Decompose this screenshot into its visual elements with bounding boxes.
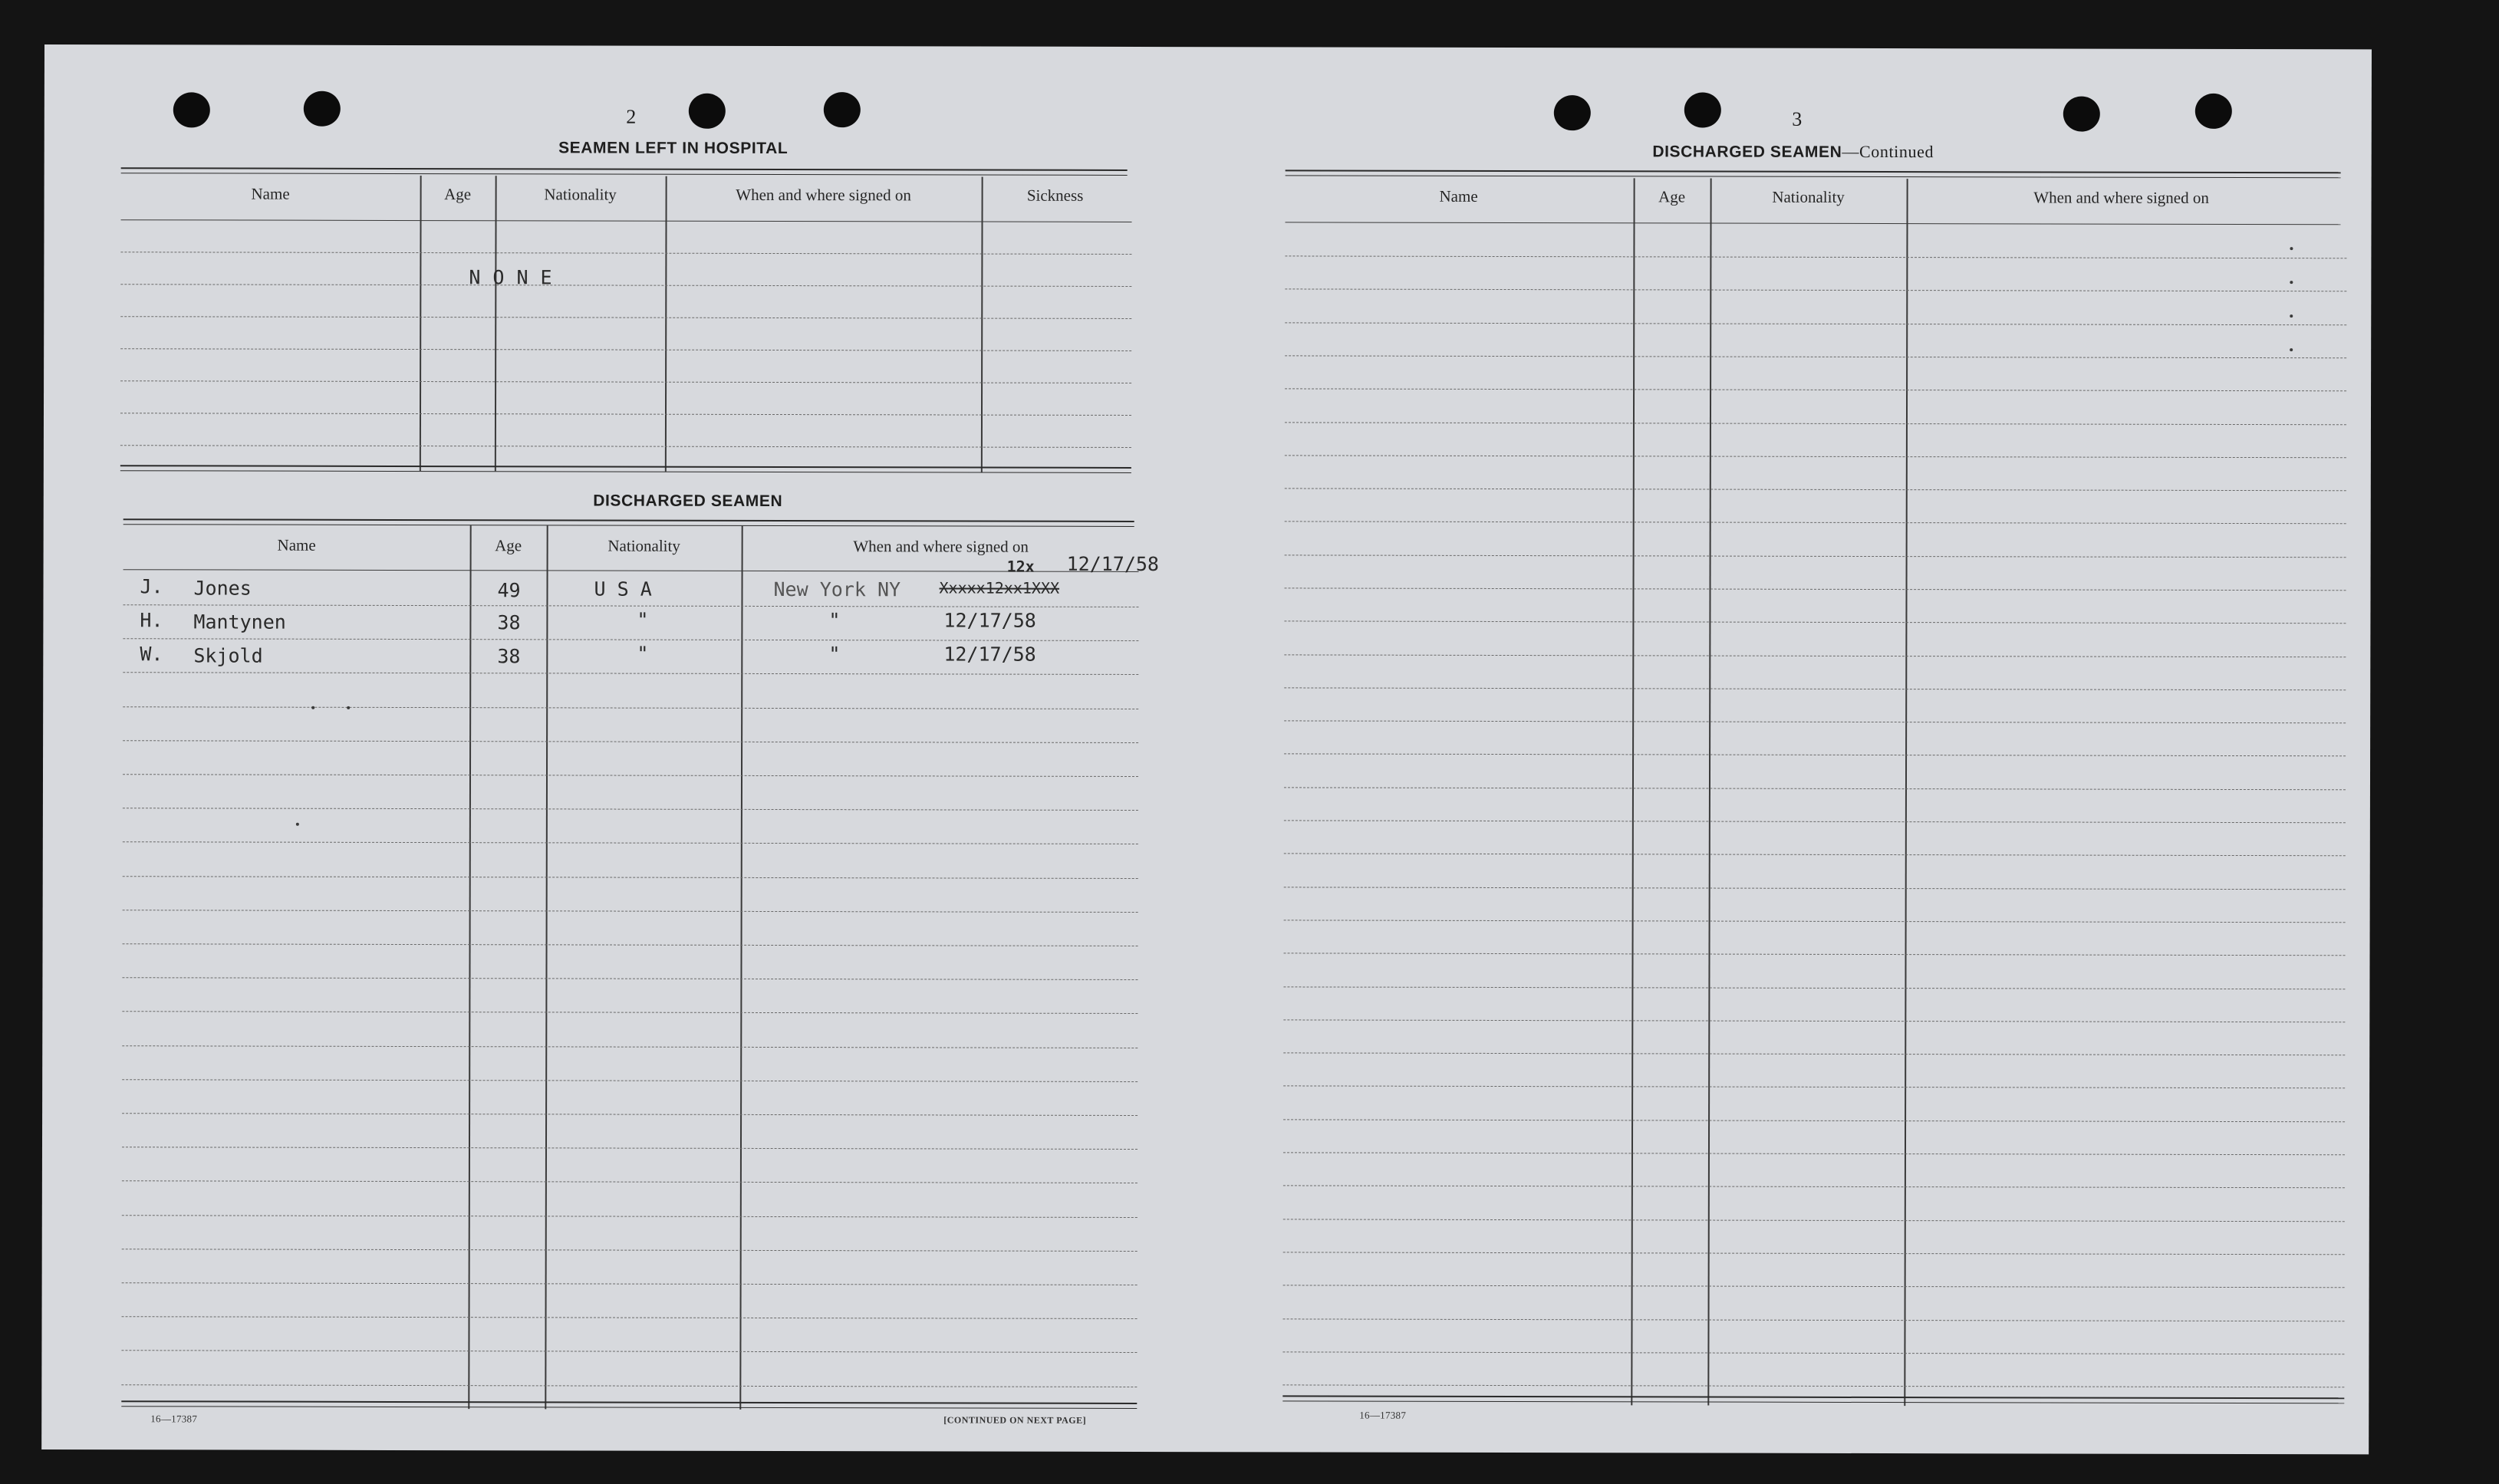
column-divider — [1631, 178, 1635, 1405]
dotted-row-line — [123, 774, 1138, 777]
dotted-row-line — [120, 284, 1131, 287]
dotted-row-line — [1285, 322, 2346, 325]
dotted-row-line — [120, 252, 1131, 255]
dotted-row-line — [121, 1350, 1137, 1353]
double-rule — [121, 167, 1128, 176]
dotted-row-line — [1283, 1019, 2345, 1022]
row-nationality: U S A — [594, 577, 652, 601]
row-surname: Jones — [193, 577, 252, 600]
speck — [2290, 281, 2293, 284]
dotted-row-line — [1285, 554, 2346, 558]
dotted-row-line — [120, 316, 1131, 319]
column-divider — [665, 176, 667, 472]
double-rule — [1286, 169, 2341, 178]
dotted-row-line — [123, 638, 1138, 641]
form-number: 16—17387 — [1359, 1409, 1407, 1421]
dotted-row-line — [122, 1215, 1138, 1218]
dotted-row-line — [1283, 1252, 2345, 1255]
dotted-row-line — [123, 910, 1138, 913]
dotted-row-line — [122, 1180, 1138, 1183]
speck — [311, 706, 314, 709]
row-signed-date: 12/17/58 — [943, 643, 1036, 666]
dotted-row-line — [1283, 986, 2345, 989]
form-number: 16—17387 — [150, 1413, 198, 1425]
dotted-row-line — [120, 445, 1131, 448]
discharged-continued-title — [1563, 141, 2023, 162]
dotted-row-line — [123, 808, 1138, 811]
left-page — [41, 44, 1195, 1452]
dotted-row-line — [1283, 1219, 2345, 1222]
rule — [1286, 222, 2341, 225]
dotted-row-line — [1282, 1351, 2344, 1354]
discharged-header-nationality: Nationality — [607, 536, 680, 555]
dotted-row-line — [123, 604, 1138, 607]
column-divider — [1904, 179, 1908, 1406]
column-divider — [495, 176, 497, 471]
column-divider — [545, 525, 548, 1409]
dotted-row-line — [120, 380, 1131, 383]
page-number: 2 — [626, 105, 637, 128]
dotted-row-line — [123, 943, 1138, 946]
dotted-row-line — [123, 740, 1138, 743]
row-nationality: " — [637, 608, 649, 631]
continued-row-lines — [1195, 47, 2372, 49]
row-surname: Skjold — [193, 644, 263, 667]
continued-header-name: Name — [1439, 186, 1478, 206]
speck — [2290, 314, 2293, 318]
dotted-row-line — [122, 1113, 1138, 1116]
rule — [123, 569, 1139, 572]
dotted-row-line — [1284, 720, 2346, 723]
dotted-row-line — [122, 1011, 1138, 1014]
dotted-row-line — [122, 1282, 1138, 1285]
dotted-row-line — [1285, 288, 2346, 291]
dotted-row-line — [1283, 1085, 2345, 1088]
title-main: DISCHARGED SEAMEN — [1652, 143, 1842, 161]
discharged-header-age: Age — [495, 536, 522, 555]
dotted-row-line — [122, 977, 1138, 980]
dotted-row-line — [1284, 687, 2346, 690]
row-signed-date: 12/17/58 — [943, 609, 1036, 632]
speck — [2290, 348, 2293, 351]
dotted-row-line — [122, 1147, 1138, 1150]
column-divider — [468, 525, 471, 1409]
dotted-row-line — [121, 1384, 1137, 1387]
dotted-row-line — [1284, 853, 2346, 856]
discharged-header-name: Name — [277, 535, 316, 554]
dotted-row-line — [122, 1316, 1138, 1319]
dotted-row-line — [123, 672, 1138, 675]
hospital-header-name: Name — [251, 184, 290, 203]
row-signed-place: " — [828, 609, 841, 632]
dotted-row-line — [120, 348, 1131, 351]
row-nationality: " — [637, 642, 649, 665]
hospital-header-signed-on: When and where signed on — [736, 185, 911, 205]
hospital-header-age: Age — [444, 185, 472, 204]
row-initial: H. — [140, 609, 163, 632]
speck — [2290, 247, 2293, 250]
dotted-row-line — [1283, 1119, 2345, 1122]
dotted-row-line — [1285, 422, 2346, 425]
continued-header-age: Age — [1658, 187, 1686, 206]
document-sheet — [41, 44, 2372, 1454]
dotted-row-line — [1283, 1185, 2345, 1188]
row-signed-place: New York NY — [773, 577, 901, 601]
column-divider — [739, 526, 742, 1410]
double-rule — [121, 1400, 1137, 1409]
speck — [296, 823, 299, 826]
continued-header-nationality: Nationality — [1772, 187, 1845, 206]
double-rule — [120, 465, 1131, 473]
double-rule — [1282, 1395, 2344, 1403]
dotted-row-line — [120, 413, 1131, 416]
dotted-row-line — [1284, 920, 2346, 923]
column-divider — [420, 176, 422, 471]
dotted-row-line — [1285, 488, 2346, 491]
hospital-header-nationality: Nationality — [544, 185, 617, 204]
dotted-row-line — [1284, 753, 2346, 756]
dotted-row-line — [123, 876, 1138, 879]
row-struck-date: Xxxxx12xx1XXX — [939, 578, 1060, 597]
dotted-row-line — [1284, 953, 2346, 956]
dotted-row-line — [1285, 355, 2346, 358]
continued-note: [CONTINUED ON NEXT PAGE] — [943, 1414, 1087, 1426]
dotted-row-line — [1285, 388, 2346, 391]
title-suffix: —Continued — [1842, 141, 1934, 162]
row-surname: Mantynen — [193, 610, 286, 633]
double-rule — [123, 518, 1134, 527]
row-age: 49 — [497, 579, 521, 602]
dotted-row-line — [1283, 1318, 2345, 1321]
hospital-none-entry: NONE — [469, 266, 565, 289]
dotted-row-line — [1284, 787, 2346, 790]
continued-header-signed-on: When and where signed on — [2033, 188, 2209, 207]
dotted-row-line — [123, 841, 1138, 844]
page-number: 3 — [1792, 107, 1803, 130]
row-initial: J. — [140, 575, 163, 598]
hospital-header-sickness: Sickness — [1026, 186, 1084, 205]
dotted-row-line — [1283, 1285, 2345, 1288]
dotted-row-line — [1285, 455, 2346, 458]
dotted-row-line — [1284, 620, 2346, 624]
discharged-row-lines — [44, 44, 1195, 47]
dotted-row-line — [123, 706, 1138, 709]
column-divider — [981, 177, 983, 472]
dotted-row-line — [1282, 1384, 2344, 1387]
discharged-header-signed-on: When and where signed on — [853, 537, 1029, 556]
dotted-row-line — [122, 1249, 1138, 1252]
row-age: 38 — [497, 611, 521, 634]
dotted-row-line — [1283, 1052, 2345, 1055]
row-signed-place: " — [828, 643, 841, 666]
dotted-row-line — [1285, 587, 2346, 591]
rule — [121, 219, 1132, 222]
right-page — [1192, 47, 2372, 1454]
dotted-row-line — [122, 1079, 1138, 1082]
row-overtype: 12x — [1006, 557, 1035, 576]
dotted-row-line — [122, 1045, 1138, 1048]
hospital-section-title: SEAMEN LEFT IN HOSPITAL — [558, 139, 789, 158]
dotted-row-line — [1283, 1152, 2345, 1155]
dotted-row-line — [1284, 654, 2346, 657]
discharged-section-title: DISCHARGED SEAMEN — [593, 492, 783, 511]
row-signed-date: 12/17/58 — [1066, 552, 1160, 576]
speck — [347, 706, 350, 709]
dotted-row-line — [1285, 255, 2346, 258]
dotted-row-line — [1284, 887, 2346, 890]
row-age: 38 — [497, 645, 521, 668]
dotted-row-line — [1285, 521, 2346, 524]
row-initial: W. — [140, 643, 163, 666]
dotted-row-line — [1284, 820, 2346, 823]
column-divider — [1707, 179, 1711, 1406]
